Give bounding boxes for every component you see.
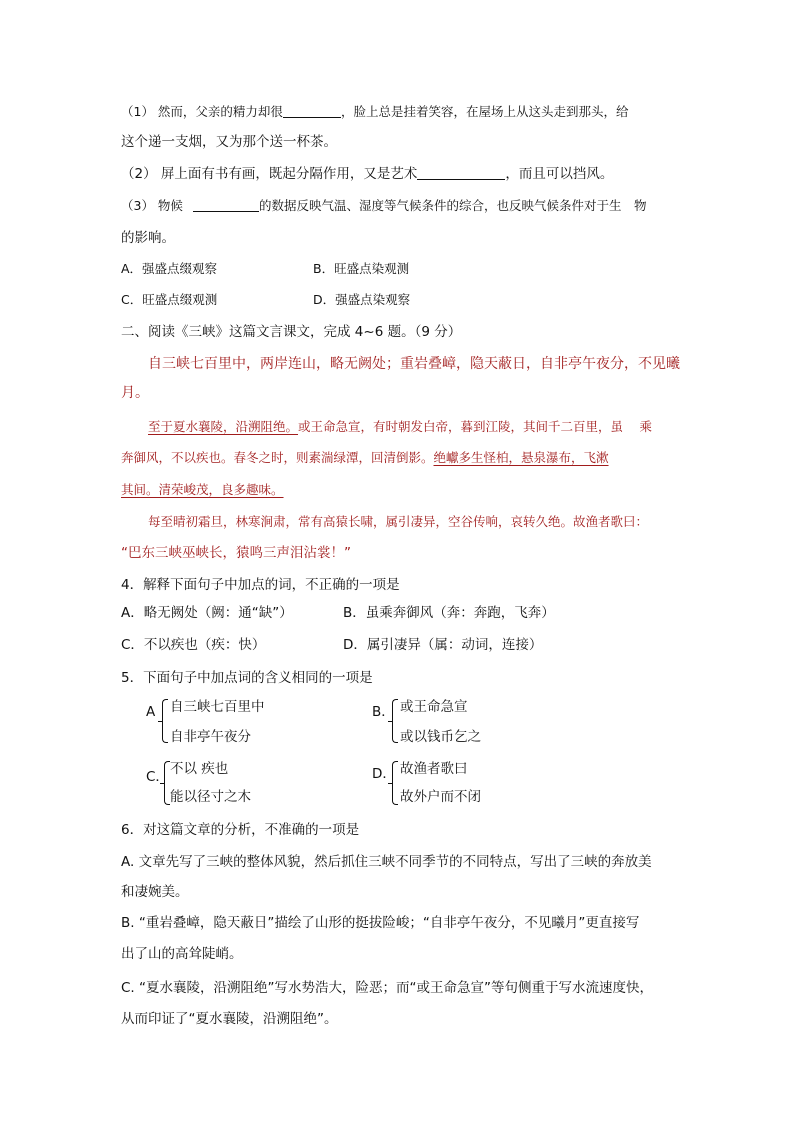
fill-item-3-line-1 (121, 197, 646, 215)
q4-option-a: A．略无阙处（阙：通“缺”） (121, 605, 293, 621)
q5-stem: 5．下面句子中加点词的含义相同的一项是 (121, 670, 373, 686)
fill-item-2-text-b: ，而且可以挡风。 (505, 166, 614, 182)
q6-option-c-line-1: C. “夏水襄陵，沿溯阻绝”写水势浩大，险恶；而“或王命急宣”等句侧重于写水流速度快， (121, 980, 653, 996)
q6-stem: 6．对这篇文章的分析，不准确的一项是 (121, 822, 360, 838)
q5-option-b-line-2: 或以钱币乞之 (400, 729, 481, 745)
passage-p3-line-2: “巴东三峡巫峡长，猿鸣三声泪沾裳！” (121, 545, 351, 561)
answer-blank (283, 103, 341, 118)
brace (392, 699, 398, 743)
q5-option-d-label: D． (372, 766, 396, 782)
brace (392, 761, 398, 805)
passage-text: 奔御风，不以疾也。春冬之时，则素湍绿潭，回清倒影。 (121, 450, 434, 465)
fill-item-2-line (121, 165, 613, 183)
passage-p1-line-2: 月。 (121, 385, 149, 401)
q6-option-b-line-1: B. “重岩叠嶂，隐天蔽日”描绘了山形的挺拔险峻；“自非亭午夜分，不见曦月”更直接写 (121, 915, 640, 931)
section-2-heading: 二、阅读《三峡》这篇文言课文，完成 4~6 题。（9 分） (121, 324, 462, 340)
q6-option-c-line-2: 从而印证了“夏水襄陵，沿溯阻绝”。 (121, 1011, 338, 1027)
fill-item-1-text-a: （1） 然而，父亲的精力却很 (121, 104, 283, 119)
fill-item-1-line-2: 这个递一支烟，又为那个送一杯茶。 (121, 134, 337, 150)
fill-option-c: C．旺盛点缀观测 (121, 292, 218, 307)
q5-option-a-label: A (146, 704, 156, 720)
q4-option-c: C．不以疾也（疾：快） (121, 637, 266, 653)
fill-item-3-line-2: 的影响。 (121, 230, 175, 246)
passage-p2-line-1 (148, 418, 652, 436)
q6-option-b-line-2: 出了山的高耸陡峭。 (121, 946, 243, 962)
passage-p1-line-1: 自三峡七百里中，两岸连山，略无阙处；重岩叠嶂，隐天蔽日，自非亭午夜分，不见曦 (148, 356, 680, 372)
fill-option-d: D．强盛点染观察 (313, 292, 411, 307)
fill-option-b: B．旺盛点染观测 (313, 261, 410, 276)
passage-p3-line-1: 每至晴初霜旦，林寒涧肃，常有高猿长啸，属引凄异，空谷传响，哀转久绝。故渔者歌曰： (148, 514, 649, 529)
q5-option-b-line-1: 或王命急宣 (400, 699, 468, 715)
answer-blank (417, 165, 505, 180)
q5-option-c-line-1: 不以 疾也 (170, 761, 229, 777)
q6-option-a-line-1: A. 文章先写了三峡的整体风貌，然后抓住三峡不同季节的不同特点，写出了三峡的奔放美 (121, 854, 652, 870)
fill-item-3-text-b: 的数据反映气温、湿度等气候条件的综合，也反映气候条件对于生 物 (258, 198, 647, 213)
q4-stem: 4．解释下面句子中加点的词，不正确的一项是 (121, 577, 400, 593)
fill-item-1-line-1 (121, 103, 628, 121)
brace (162, 699, 168, 743)
fill-item-2-text-a: （2） 屏上面有书有画，既起分隔作用，又是艺术 (121, 166, 418, 182)
q5-option-b-label: B． (372, 704, 395, 720)
q5-option-c-line-2: 能以径寸之木 (170, 789, 251, 805)
q5-option-c-label: C． (146, 769, 169, 785)
answer-blank (193, 197, 259, 212)
q5-option-a-line-2: 自非亭午夜分 (170, 729, 251, 745)
passage-p2-line-3 (121, 481, 284, 499)
q4-option-b: B．虽乘奔御风（奔：奔跑，飞奔） (343, 605, 555, 621)
fill-item-1-text-b: ，脸上总是挂着笑容，在屋场上从这头走到那头，给 (340, 104, 629, 119)
q5-option-d-line-2: 故外户而不闭 (400, 789, 481, 805)
passage-underlined-text: 至于夏水襄陵，沿溯阻绝。 (148, 419, 299, 434)
fill-option-a: A．强盛点缀观察 (121, 261, 218, 276)
passage-underlined-text: 绝巘多生怪柏，悬泉瀑布，飞漱 (433, 450, 609, 465)
q5-option-d-line-1: 故渔者歌曰 (400, 761, 468, 777)
passage-text: 或王命急宣，有时朝发白帝，暮到江陵，其间千二百里，虽 乘 (298, 419, 652, 434)
passage-p2-line-2 (121, 449, 609, 467)
q5-option-a-line-1: 自三峡七百里中 (170, 699, 265, 715)
q4-option-d: D．属引凄异（属：动词，连接） (343, 637, 543, 653)
fill-item-3-text-a: （3） 物候 (121, 198, 183, 213)
q6-option-a-line-2: 和凄婉美。 (121, 884, 189, 900)
passage-underlined-text: 其间。清荣峻茂，良多趣味。 (121, 482, 284, 497)
